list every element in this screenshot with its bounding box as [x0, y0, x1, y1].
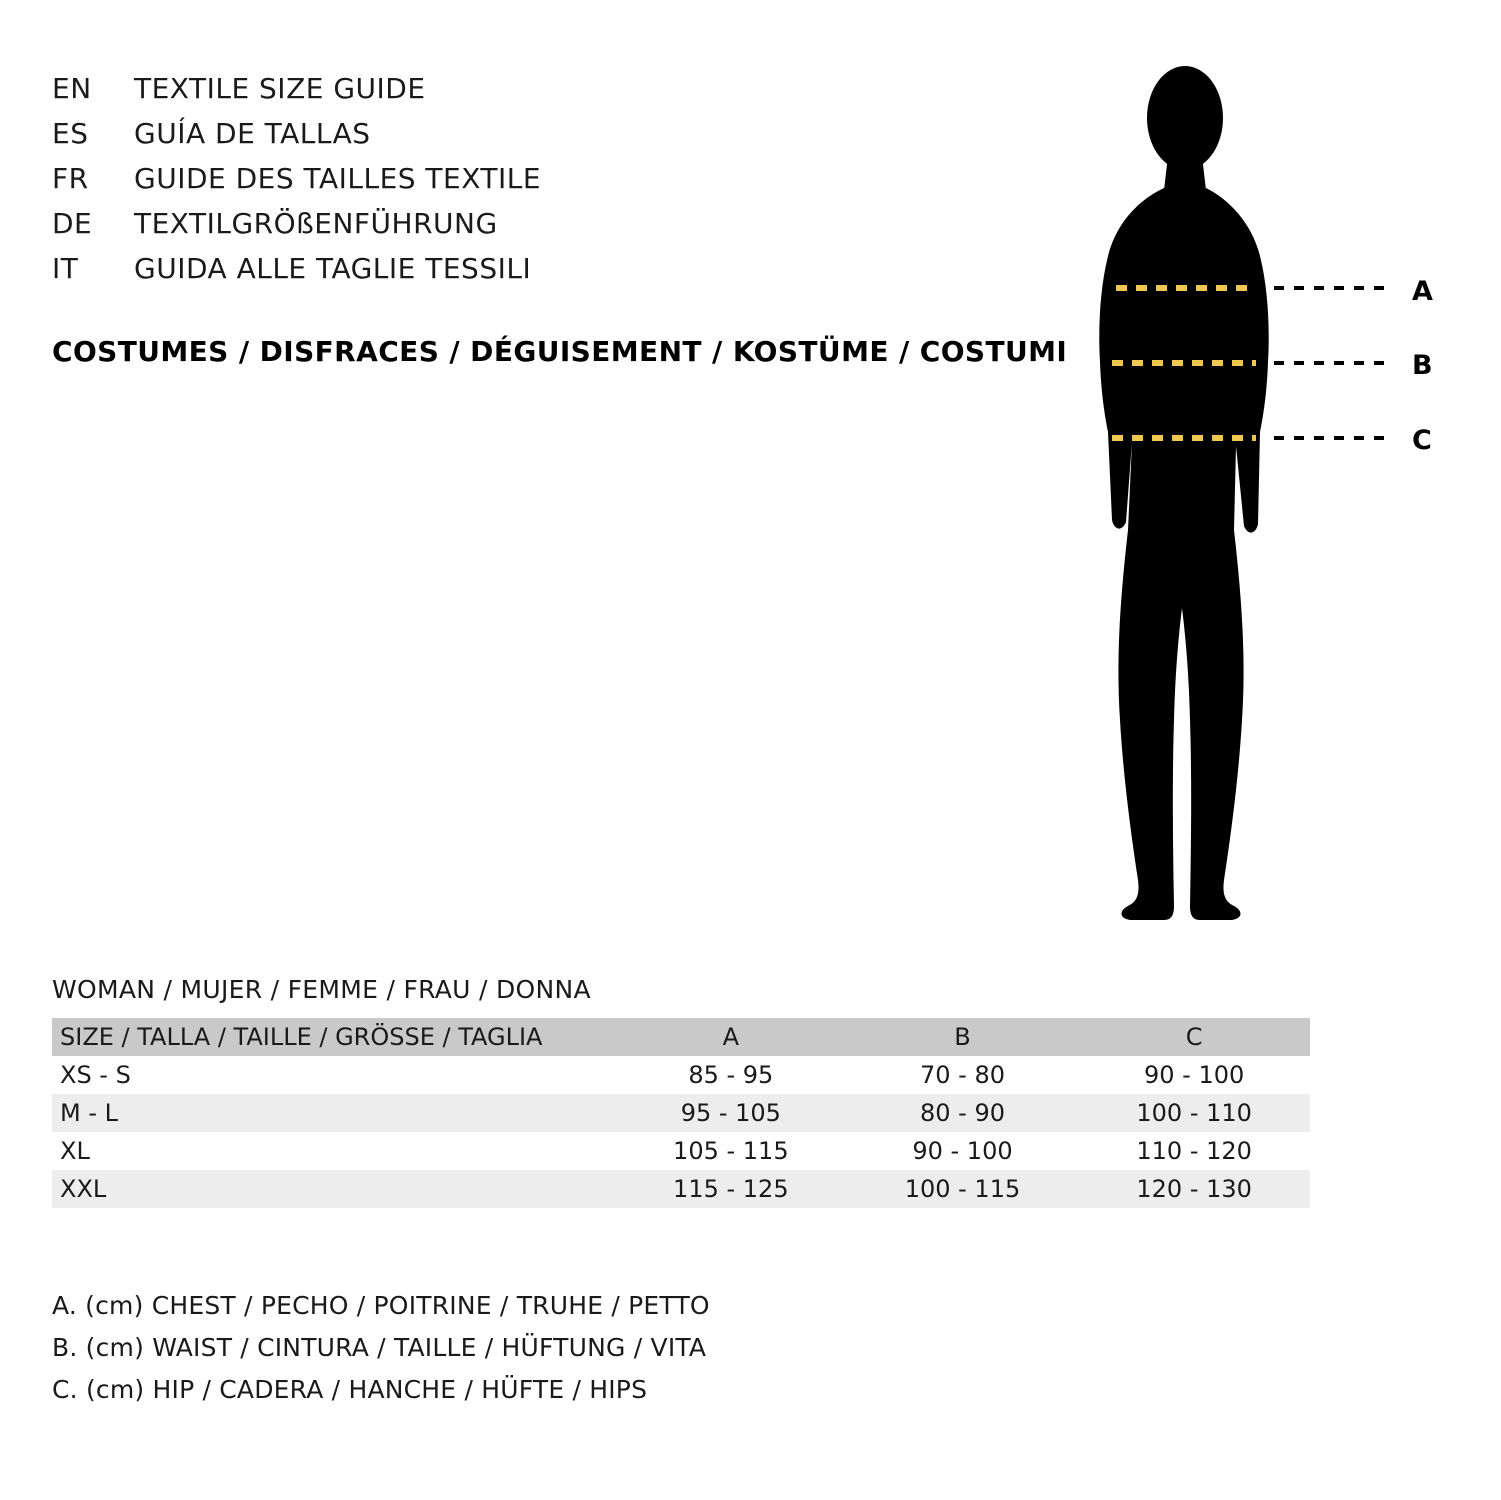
costumes-subtitle: COSTUMES / DISFRACES / DÉGUISEMENT / KOSTÜME / COSTUMI [52, 335, 1068, 368]
language-row-es [52, 117, 1032, 162]
cell-c: 120 - 130 [1136, 1175, 1252, 1203]
table-row [52, 1170, 1310, 1208]
language-text-en: TEXTILE SIZE GUIDE [134, 72, 426, 105]
language-code-de: DE [52, 207, 93, 240]
cell-b: 100 - 115 [904, 1175, 1021, 1203]
language-code-it: IT [52, 252, 79, 285]
figure-marker-b: B [1412, 350, 1433, 381]
cell-b: 80 - 90 [919, 1099, 1005, 1127]
cell-size: M - L [60, 1099, 118, 1127]
size-table [52, 1018, 1310, 1208]
woman-silhouette-figure [1060, 60, 1460, 940]
table-caption: WOMAN / MUJER / FEMME / FRAU / DONNA [52, 975, 591, 1004]
cell-size: XS - S [60, 1061, 131, 1089]
cell-a: 115 - 125 [673, 1175, 789, 1203]
cell-c: 100 - 110 [1136, 1099, 1252, 1127]
language-row-en [52, 72, 1032, 117]
table-row [52, 1056, 1310, 1094]
cell-c: 110 - 120 [1136, 1137, 1252, 1165]
figure-marker-a: A [1412, 276, 1433, 307]
legend-line-b: B. (cm) WAIST / CINTURA / TAILLE / HÜFTUNG / VITA [52, 1333, 707, 1362]
cell-size: XXL [60, 1175, 107, 1203]
legend-line-c: C. (cm) HIP / CADERA / HANCHE / HÜFTE / HIPS [52, 1375, 648, 1404]
table-header-b: B [954, 1023, 971, 1051]
table-row [52, 1132, 1310, 1170]
cell-a: 105 - 115 [673, 1137, 789, 1165]
cell-b: 90 - 100 [912, 1137, 1013, 1165]
cell-a: 95 - 105 [680, 1099, 781, 1127]
figure-marker-c: C [1412, 425, 1432, 456]
language-row-de [52, 207, 1032, 252]
language-text-de: TEXTILGRÖßENFÜHRUNG [134, 207, 498, 240]
cell-b: 70 - 80 [919, 1061, 1005, 1089]
language-text-fr: GUIDE DES TAILLES TEXTILE [134, 162, 542, 195]
table-header-c: C [1185, 1023, 1203, 1051]
language-row-fr [52, 162, 1032, 207]
cell-a: 85 - 95 [688, 1061, 774, 1089]
cell-size: XL [60, 1137, 90, 1165]
size-table-section [52, 975, 1412, 1208]
cell-c: 90 - 100 [1144, 1061, 1245, 1089]
table-body [52, 1056, 1310, 1208]
silhouette-svg [1060, 60, 1460, 940]
language-row-it [52, 252, 1032, 297]
table-row [52, 1094, 1310, 1132]
language-code-es: ES [52, 117, 89, 150]
language-text-it: GUIDA ALLE TAGLIE TESSILI [134, 252, 532, 285]
legend-line-a: A. (cm) CHEST / PECHO / POITRINE / TRUHE / PETTO [52, 1291, 710, 1320]
language-text-es: GUÍA DE TALLAS [134, 117, 371, 150]
language-header-block [52, 72, 1032, 297]
language-code-en: EN [52, 72, 92, 105]
measurement-legend [52, 1285, 710, 1411]
table-header-a: A [722, 1023, 740, 1051]
language-code-fr: FR [52, 162, 89, 195]
table-head [52, 1018, 1310, 1056]
table-header-row [52, 1018, 1310, 1056]
table-header-size: SIZE / TALLA / TAILLE / GRÖSSE / TAGLIA [60, 1023, 543, 1051]
